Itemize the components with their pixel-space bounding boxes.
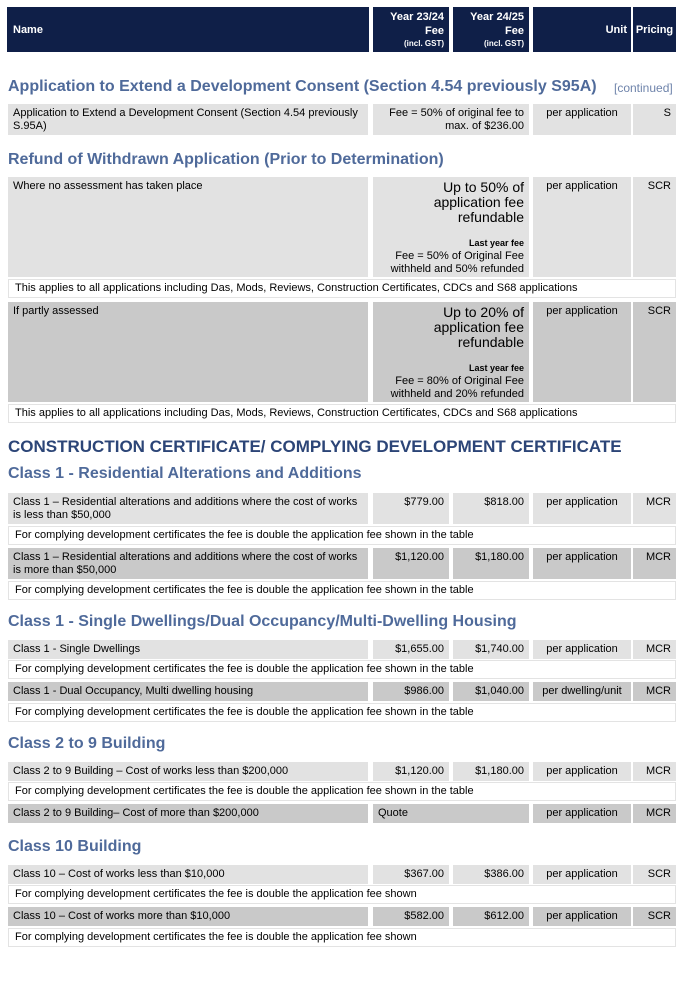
section-title-extend: Application to Extend a Development Consent (Section 4.54 previously S95A): [8, 78, 597, 95]
row-unit: per application: [533, 804, 631, 823]
row-unit: per application: [533, 640, 631, 659]
row-fee-2425: $386.00: [453, 865, 529, 884]
row-fee-2324: $1,120.00: [373, 762, 449, 781]
column-header-year-2324: Year 23/24 Fee (incl. GST): [373, 7, 449, 52]
row-unit: per application: [533, 104, 631, 135]
row-name: Class 1 - Dual Occupancy, Multi dwelling housing: [8, 682, 368, 701]
row-pricing: MCR: [633, 548, 676, 579]
row-name: Class 2 to 9 Building– Cost of more than $200,000: [8, 804, 368, 823]
row-unit: per application: [533, 177, 631, 277]
row-pricing: MCR: [633, 804, 676, 823]
row-note: This applies to all applications including Das, Mods, Reviews, Construction Certificates, CDCs and S68 applications: [8, 279, 676, 298]
row-note: For complying development certificates the fee is double the application fee shown: [8, 928, 676, 947]
row-fee-2324: $582.00: [373, 907, 449, 926]
row-name: Class 2 to 9 Building – Cost of works less than $200,000: [8, 762, 368, 781]
column-header-name: Name: [7, 7, 369, 52]
row-fee-2425: $818.00: [453, 493, 529, 524]
row-unit: per application: [533, 302, 631, 402]
row-name: Class 10 – Cost of works less than $10,000: [8, 865, 368, 884]
row-fee-quote: Quote: [373, 804, 529, 823]
row-fee-2324: $367.00: [373, 865, 449, 884]
row-name: Where no assessment has taken place: [8, 177, 368, 277]
row-fee-2425: $1,180.00: [453, 548, 529, 579]
row-name: Class 1 - Single Dwellings: [8, 640, 368, 659]
section-title-class1-alterations: Class 1 - Residential Alterations and Additions: [8, 465, 362, 482]
section-title-class1-dwellings: Class 1 - Single Dwellings/Dual Occupancy/Multi-Dwelling Housing: [8, 613, 517, 630]
row-pricing: SCR: [633, 907, 676, 926]
row-pricing: MCR: [633, 762, 676, 781]
row-fee-2324: $1,655.00: [373, 640, 449, 659]
row-unit: per application: [533, 762, 631, 781]
row-fee-2425: $1,180.00: [453, 762, 529, 781]
row-note: This applies to all applications including Das, Mods, Reviews, Construction Certificates, CDCs and S68 applications: [8, 404, 676, 423]
row-pricing: SCR: [633, 177, 676, 277]
row-fee-2425: $1,740.00: [453, 640, 529, 659]
column-header-pricing: Pricing: [633, 7, 676, 52]
row-note: For complying development certificates the fee is double the application fee shown in the table: [8, 782, 676, 801]
row-note: For complying development certificates the fee is double the application fee shown: [8, 885, 676, 904]
row-note: For complying development certificates the fee is double the application fee shown in the table: [8, 660, 676, 679]
section-title-construction-certificate: CONSTRUCTION CERTIFICATE/ COMPLYING DEVELOPMENT CERTIFICATE: [8, 437, 622, 456]
row-name: Class 1 – Residential alterations and additions where the cost of works is more than $50,000: [8, 548, 368, 579]
row-note: For complying development certificates the fee is double the application fee shown in the table: [8, 526, 676, 545]
row-pricing: SCR: [633, 302, 676, 402]
row-unit: per dwelling/unit: [533, 682, 631, 701]
row-note: For complying development certificates the fee is double the application fee shown in the table: [8, 581, 676, 600]
row-fee: Fee = 50% of original fee to max. of $236.00: [373, 104, 529, 135]
row-name: If partly assessed: [8, 302, 368, 402]
row-name: Application to Extend a Development Consent (Section 4.54 previously S.95A): [8, 104, 368, 135]
section-title-class2-9: Class 2 to 9 Building: [8, 735, 166, 752]
row-name: Class 10 – Cost of works more than $10,000: [8, 907, 368, 926]
row-fee-2324: $1,120.00: [373, 548, 449, 579]
row-fee-2425: $1,040.00: [453, 682, 529, 701]
row-note: For complying development certificates the fee is double the application fee shown in the table: [8, 703, 676, 722]
section-title-refund: Refund of Withdrawn Application (Prior to Determination): [8, 151, 444, 168]
column-header-unit: Unit: [533, 7, 631, 52]
row-unit: per application: [533, 865, 631, 884]
row-pricing: SCR: [633, 865, 676, 884]
row-fee: Up to 20% of application fee refundable Last year fee Fee = 80% of Original Fee withheld and 20% refunded: [373, 302, 529, 402]
row-unit: per application: [533, 907, 631, 926]
row-fee-2324: $986.00: [373, 682, 449, 701]
section-title-class10: Class 10 Building: [8, 838, 142, 855]
row-pricing: MCR: [633, 682, 676, 701]
row-name: Class 1 – Residential alterations and additions where the cost of works is less than $50,000: [8, 493, 368, 524]
column-header-year-2425: Year 24/25 Fee (incl. GST): [453, 7, 529, 52]
row-fee-2324: $779.00: [373, 493, 449, 524]
row-fee: Up to 50% of application fee refundable Last year fee Fee = 50% of Original Fee withheld and 50% refunded: [373, 177, 529, 277]
row-pricing: MCR: [633, 640, 676, 659]
row-pricing: S: [633, 104, 676, 135]
row-unit: per application: [533, 493, 631, 524]
row-pricing: MCR: [633, 493, 676, 524]
row-unit: per application: [533, 548, 631, 579]
continued-label: [continued]: [614, 81, 673, 95]
row-fee-2425: $612.00: [453, 907, 529, 926]
